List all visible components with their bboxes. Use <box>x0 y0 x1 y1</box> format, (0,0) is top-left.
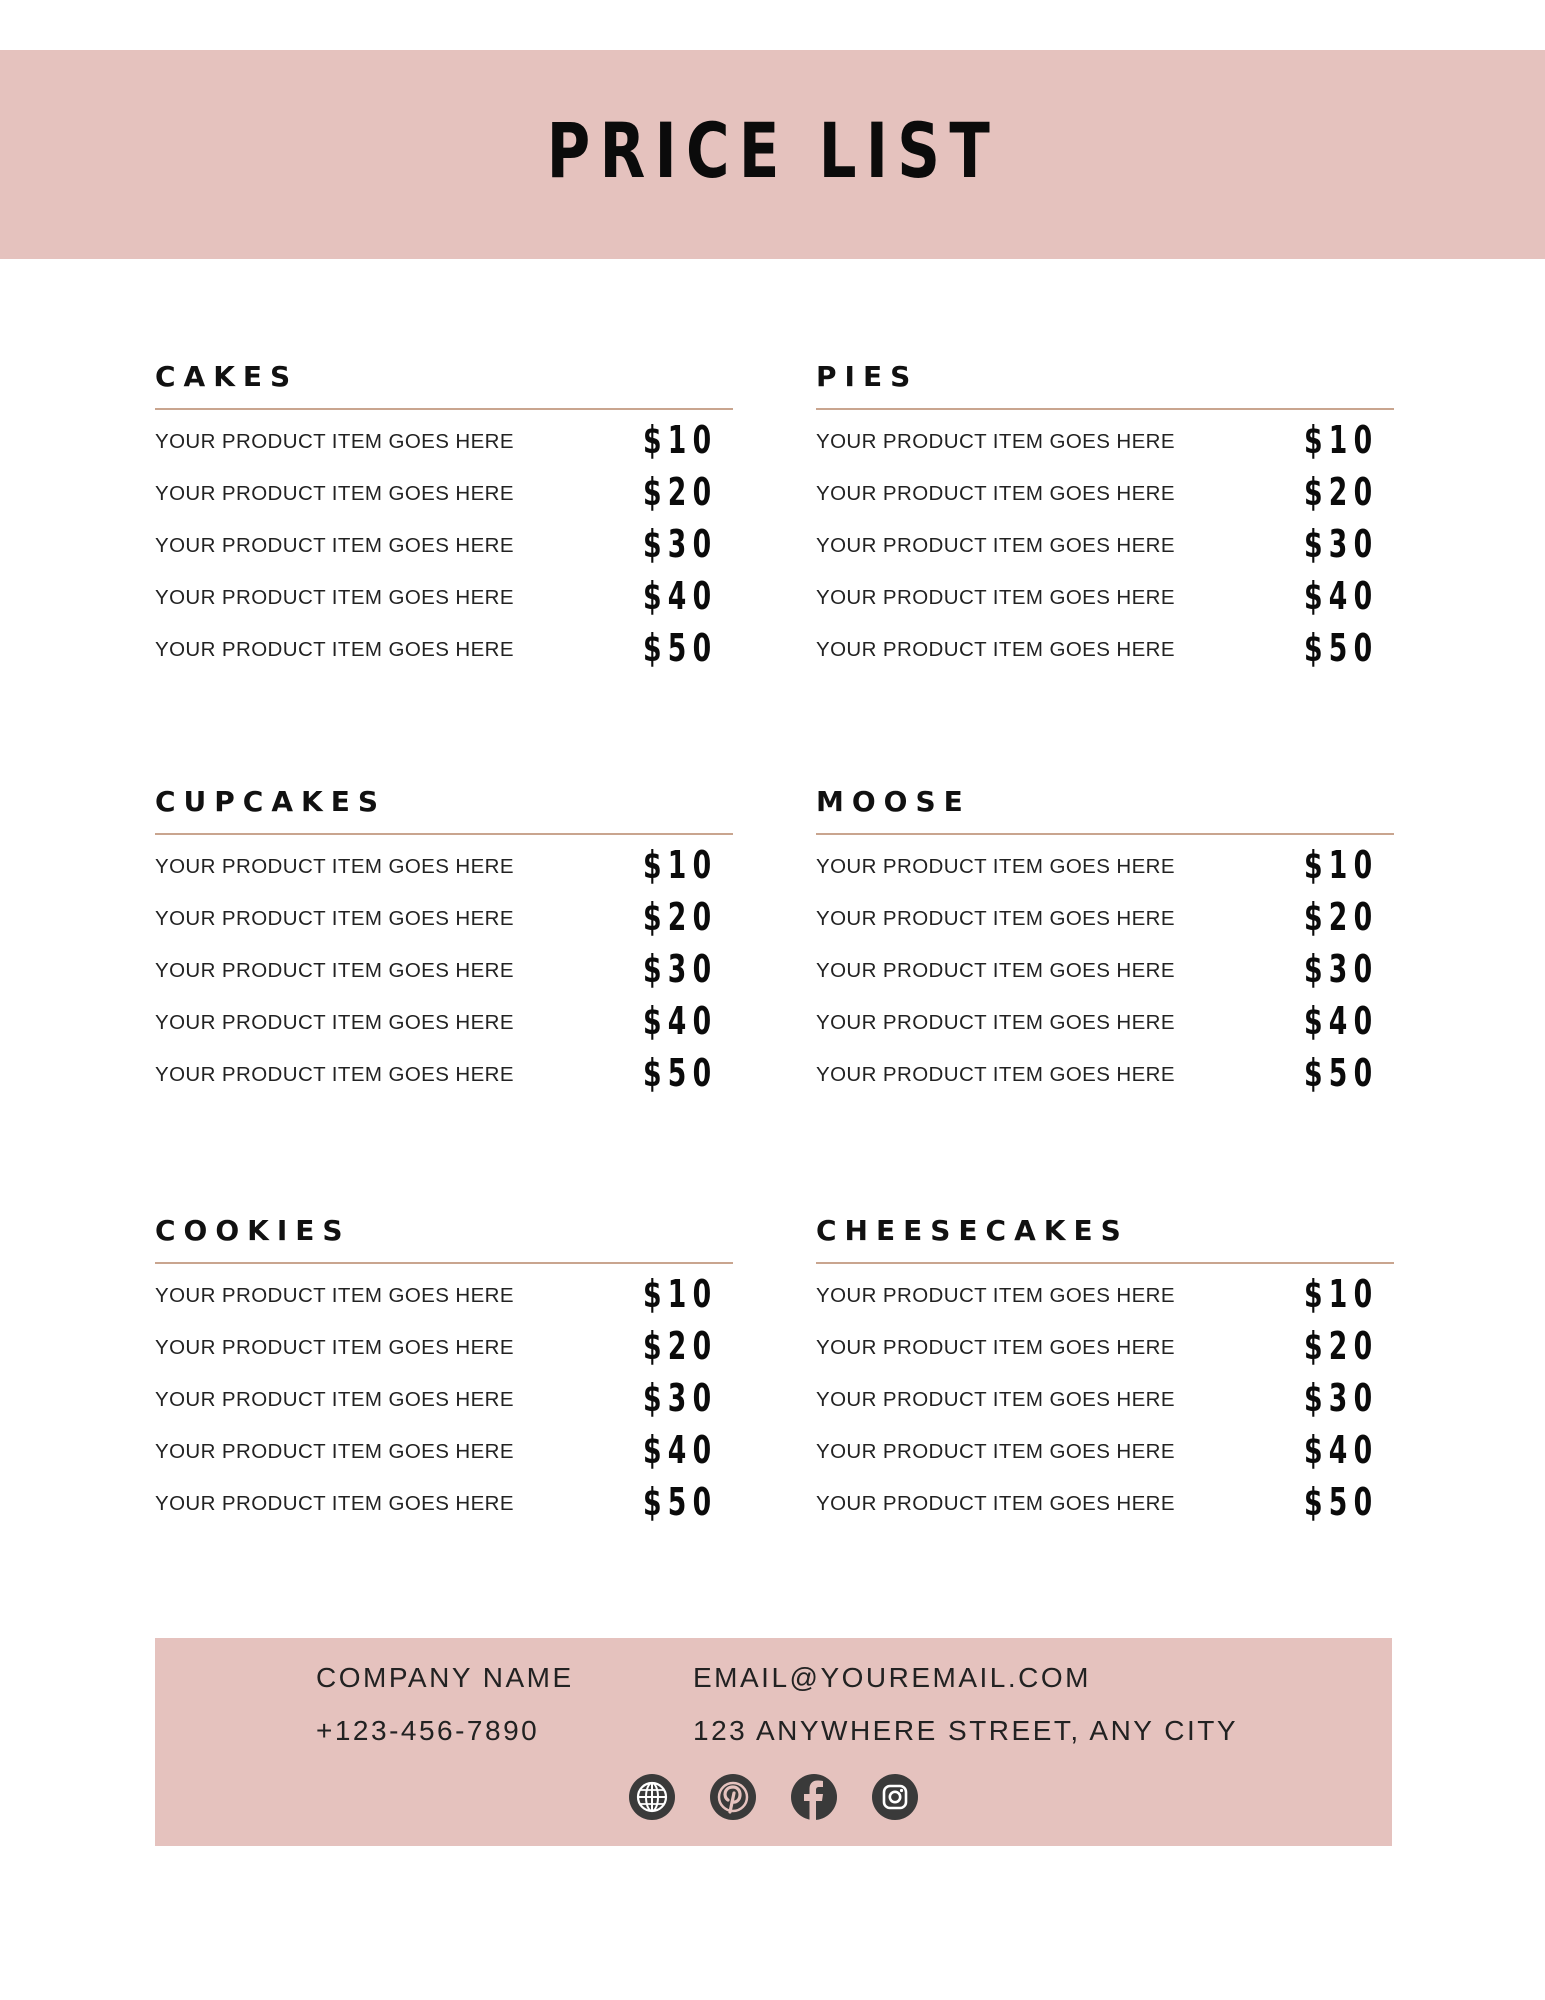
item-name: YOUR PRODUCT ITEM GOES HERE <box>816 1336 1175 1359</box>
item-price: $40 <box>643 1428 718 1472</box>
price-list-item <box>816 520 1394 572</box>
section-title: COOKIES <box>155 1214 351 1247</box>
item-name: YOUR PRODUCT ITEM GOES HERE <box>155 586 514 609</box>
price-list-item <box>155 997 733 1049</box>
price-list-item <box>816 1478 1394 1530</box>
pinterest-icon[interactable] <box>708 1772 758 1822</box>
item-price: $40 <box>643 999 718 1043</box>
item-name: YOUR PRODUCT ITEM GOES HERE <box>816 430 1175 453</box>
price-list-item <box>155 520 733 572</box>
item-name: YOUR PRODUCT ITEM GOES HERE <box>816 638 1175 661</box>
price-list-item <box>155 1374 733 1426</box>
page-title: PRICE LIST <box>546 106 999 195</box>
section-divider <box>816 1262 1394 1264</box>
item-name: YOUR PRODUCT ITEM GOES HERE <box>816 534 1175 557</box>
item-name: YOUR PRODUCT ITEM GOES HERE <box>155 1388 514 1411</box>
item-name: YOUR PRODUCT ITEM GOES HERE <box>155 1063 514 1086</box>
item-name: YOUR PRODUCT ITEM GOES HERE <box>816 1011 1175 1034</box>
item-name: YOUR PRODUCT ITEM GOES HERE <box>816 907 1175 930</box>
item-name: YOUR PRODUCT ITEM GOES HERE <box>155 482 514 505</box>
item-price: $20 <box>643 895 718 939</box>
section-cupcakes <box>155 785 733 1101</box>
item-price: $50 <box>643 626 718 670</box>
item-name: YOUR PRODUCT ITEM GOES HERE <box>155 1336 514 1359</box>
price-list-item <box>155 945 733 997</box>
section-title: CAKES <box>155 360 299 393</box>
instagram-icon[interactable] <box>870 1772 920 1822</box>
section-divider <box>155 833 733 835</box>
price-list-item <box>155 572 733 624</box>
item-price: $50 <box>643 1480 718 1524</box>
section-cakes <box>155 360 733 676</box>
item-name: YOUR PRODUCT ITEM GOES HERE <box>155 430 514 453</box>
item-name: YOUR PRODUCT ITEM GOES HERE <box>816 855 1175 878</box>
item-price: $20 <box>1304 470 1379 514</box>
price-list-item <box>155 1478 733 1530</box>
item-price: $20 <box>1304 895 1379 939</box>
item-name: YOUR PRODUCT ITEM GOES HERE <box>816 1388 1175 1411</box>
item-name: YOUR PRODUCT ITEM GOES HERE <box>816 959 1175 982</box>
company-name: COMPANY NAME <box>316 1662 574 1693</box>
price-list-item <box>816 1049 1394 1101</box>
section-title: CHEESECAKES <box>816 1214 1129 1247</box>
section-title: PIES <box>816 360 919 393</box>
item-price: $10 <box>1304 418 1379 462</box>
item-price: $30 <box>643 522 718 566</box>
item-price: $10 <box>643 418 718 462</box>
item-price: $30 <box>1304 522 1379 566</box>
item-name: YOUR PRODUCT ITEM GOES HERE <box>816 1440 1175 1463</box>
item-name: YOUR PRODUCT ITEM GOES HERE <box>155 1492 514 1515</box>
item-price: $20 <box>1304 1324 1379 1368</box>
price-list-item <box>816 572 1394 624</box>
item-name: YOUR PRODUCT ITEM GOES HERE <box>155 1284 514 1307</box>
price-list-item <box>155 893 733 945</box>
item-name: YOUR PRODUCT ITEM GOES HERE <box>155 534 514 557</box>
item-price: $50 <box>643 1051 718 1095</box>
item-name: YOUR PRODUCT ITEM GOES HERE <box>816 1063 1175 1086</box>
item-name: YOUR PRODUCT ITEM GOES HERE <box>155 959 514 982</box>
item-name: YOUR PRODUCT ITEM GOES HERE <box>816 586 1175 609</box>
price-list-item <box>155 841 733 893</box>
email-address[interactable]: EMAIL@YOUREMAIL.COM <box>693 1662 1091 1693</box>
price-list-item <box>155 468 733 520</box>
item-price: $40 <box>643 574 718 618</box>
section-divider <box>155 408 733 410</box>
item-price: $40 <box>1304 999 1379 1043</box>
item-price: $20 <box>643 1324 718 1368</box>
item-price: $10 <box>643 1272 718 1316</box>
item-price: $10 <box>1304 843 1379 887</box>
price-list-item <box>816 997 1394 1049</box>
item-price: $50 <box>1304 626 1379 670</box>
price-list-item <box>816 416 1394 468</box>
phone-number: +123-456-7890 <box>316 1715 540 1746</box>
item-price: $40 <box>1304 574 1379 618</box>
item-price: $50 <box>1304 1480 1379 1524</box>
item-price: $10 <box>643 843 718 887</box>
header-banner <box>0 50 1545 259</box>
contact-footer <box>155 1638 1392 1846</box>
item-name: YOUR PRODUCT ITEM GOES HERE <box>155 1440 514 1463</box>
price-list-item <box>816 1322 1394 1374</box>
price-list-item <box>155 416 733 468</box>
section-divider <box>816 833 1394 835</box>
price-list-item <box>155 1322 733 1374</box>
section-divider <box>816 408 1394 410</box>
item-name: YOUR PRODUCT ITEM GOES HERE <box>155 907 514 930</box>
item-price: $50 <box>1304 1051 1379 1095</box>
globe-icon[interactable] <box>627 1772 677 1822</box>
item-name: YOUR PRODUCT ITEM GOES HERE <box>155 638 514 661</box>
price-list-item <box>155 1270 733 1322</box>
price-list-item <box>155 624 733 676</box>
item-name: YOUR PRODUCT ITEM GOES HERE <box>816 1284 1175 1307</box>
item-price: $40 <box>1304 1428 1379 1472</box>
section-divider <box>155 1262 733 1264</box>
section-cheesecakes <box>816 1214 1394 1530</box>
section-title: CUPCAKES <box>155 785 387 818</box>
item-price: $20 <box>643 470 718 514</box>
price-list-item <box>816 841 1394 893</box>
street-address: 123 ANYWHERE STREET, ANY CITY <box>693 1715 1239 1746</box>
item-name: YOUR PRODUCT ITEM GOES HERE <box>816 482 1175 505</box>
price-list-item <box>816 893 1394 945</box>
item-price: $30 <box>643 1376 718 1420</box>
section-title: MOOSE <box>816 785 971 818</box>
section-pies <box>816 360 1394 676</box>
price-list-item <box>155 1049 733 1101</box>
item-name: YOUR PRODUCT ITEM GOES HERE <box>155 1011 514 1034</box>
price-list-item <box>816 1374 1394 1426</box>
price-list-item <box>816 945 1394 997</box>
section-moose <box>816 785 1394 1101</box>
item-name: YOUR PRODUCT ITEM GOES HERE <box>155 855 514 878</box>
price-list-item <box>155 1426 733 1478</box>
item-price: $30 <box>1304 947 1379 991</box>
item-price: $30 <box>1304 1376 1379 1420</box>
item-price: $10 <box>1304 1272 1379 1316</box>
item-name: YOUR PRODUCT ITEM GOES HERE <box>816 1492 1175 1515</box>
price-list-item <box>816 624 1394 676</box>
section-cookies <box>155 1214 733 1530</box>
price-list-item <box>816 1426 1394 1478</box>
price-list-item <box>816 468 1394 520</box>
item-price: $30 <box>643 947 718 991</box>
facebook-icon[interactable] <box>789 1772 839 1822</box>
price-list-item <box>816 1270 1394 1322</box>
